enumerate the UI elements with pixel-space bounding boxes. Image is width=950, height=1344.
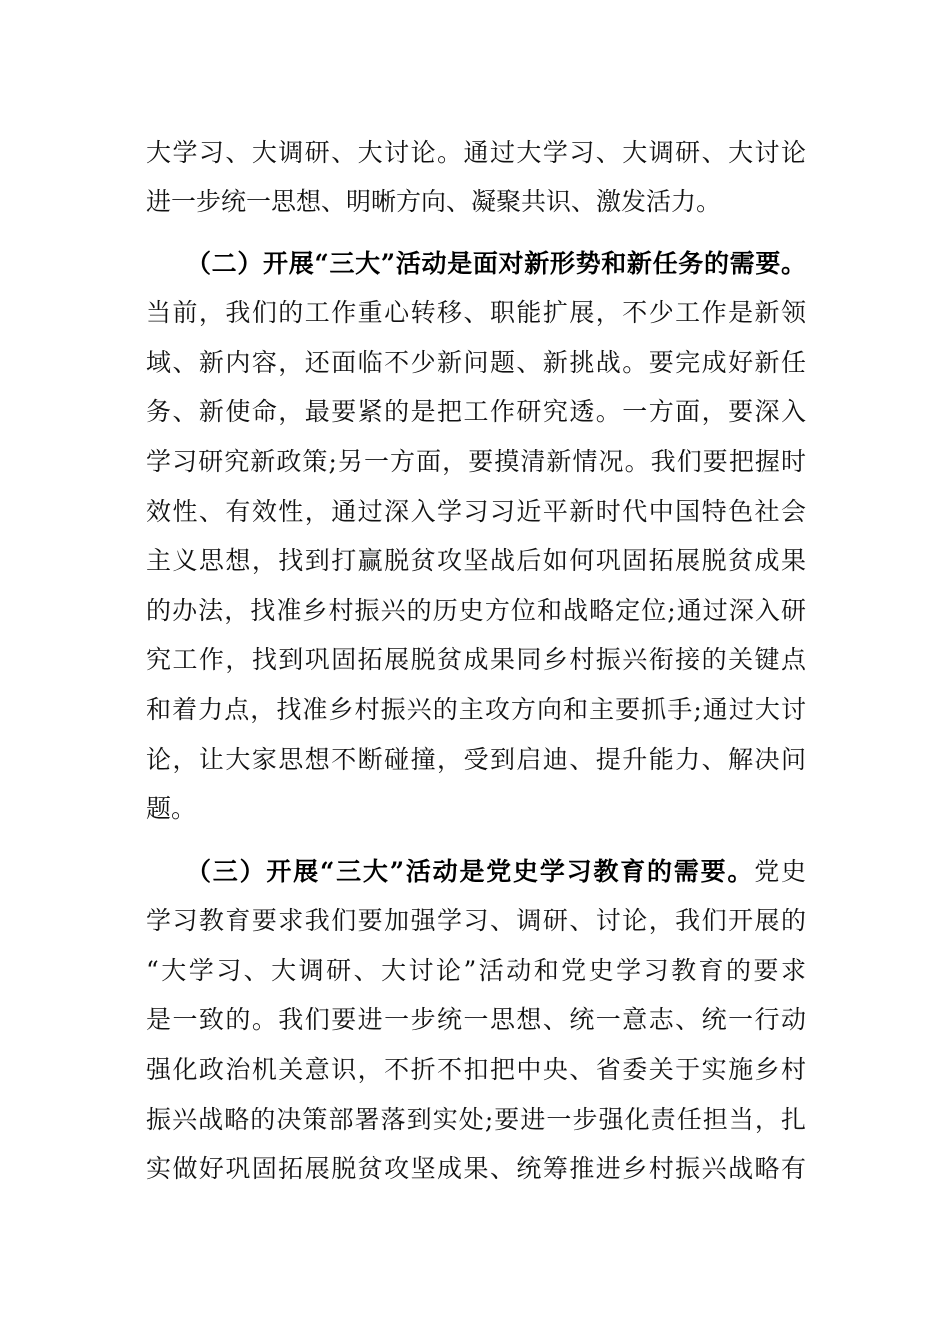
paragraph-3-line-3: 是一致的。我们要进一步统一思想、统一意志、统一行动 [146,1005,806,1034]
paragraph-3-line-1: 学习教育要求我们要加强学习、调研、讨论，我们开展的 [146,906,806,935]
paragraph-2-line-9: 和着力点，找准乡村振兴的主攻方向和主要抓手;通过大讨 [146,695,806,724]
paragraph-2-heading: （二）开展“三大”活动是面对新形势和新任务的需要。 [186,249,806,278]
paragraph-3-heading-tail: 党史 [754,857,806,886]
paragraph-2-line-10: 论，让大家思想不断碰撞，受到启迪、提升能力、解决问 [146,745,806,774]
paragraph-2-line-11: 题。 [146,794,197,823]
paragraph-1-line-2: 进一步统一思想、明晰方向、凝聚共识、激发活力。 [146,187,722,216]
paragraph-2-line-6: 主义思想，找到打赢脱贫攻坚战后如何巩固拓展脱贫成果 [146,546,806,575]
paragraph-1-line-1: 大学习、大调研、大讨论。通过大学习、大调研、大讨论 [146,138,806,167]
paragraph-2-line-1: 当前，我们的工作重心转移、职能扩展，不少工作是新领 [146,298,806,327]
paragraph-2-line-5: 效性、有效性，通过深入学习习近平新时代中国特色社会 [146,497,806,526]
paragraph-3-heading: （三）开展“三大”活动是党史学习教育的需要。 [186,857,755,886]
paragraph-2-line-4: 学习研究新政策;另一方面，要摸清新情况。我们要把握时 [146,447,806,476]
paragraph-3-line-4: 强化政治机关意识，不折不扣把中央、省委关于实施乡村 [146,1055,806,1084]
paragraph-2-line-7: 的办法，找准乡村振兴的历史方位和战略定位;通过深入研 [146,596,806,625]
paragraph-3-line-2: “大学习、大调研、大讨论”活动和党史学习教育的要求 [146,956,806,985]
paragraph-3-first-line [186,855,806,889]
paragraph-2-line-3: 务、新使命，最要紧的是把工作研究透。一方面，要深入 [146,397,806,426]
paragraph-3-line-6: 实做好巩固拓展脱贫攻坚成果、统筹推进乡村振兴战略有 [146,1154,806,1183]
paragraph-3-line-5: 振兴战略的决策部署落到实处;要进一步强化责任担当，扎 [146,1105,806,1134]
paragraph-2-line-8: 究工作，找到巩固拓展脱贫成果同乡村振兴衔接的关键点 [146,645,806,674]
paragraph-2-line-2: 域、新内容，还面临不少新问题、新挑战。要完成好新任 [146,348,806,377]
